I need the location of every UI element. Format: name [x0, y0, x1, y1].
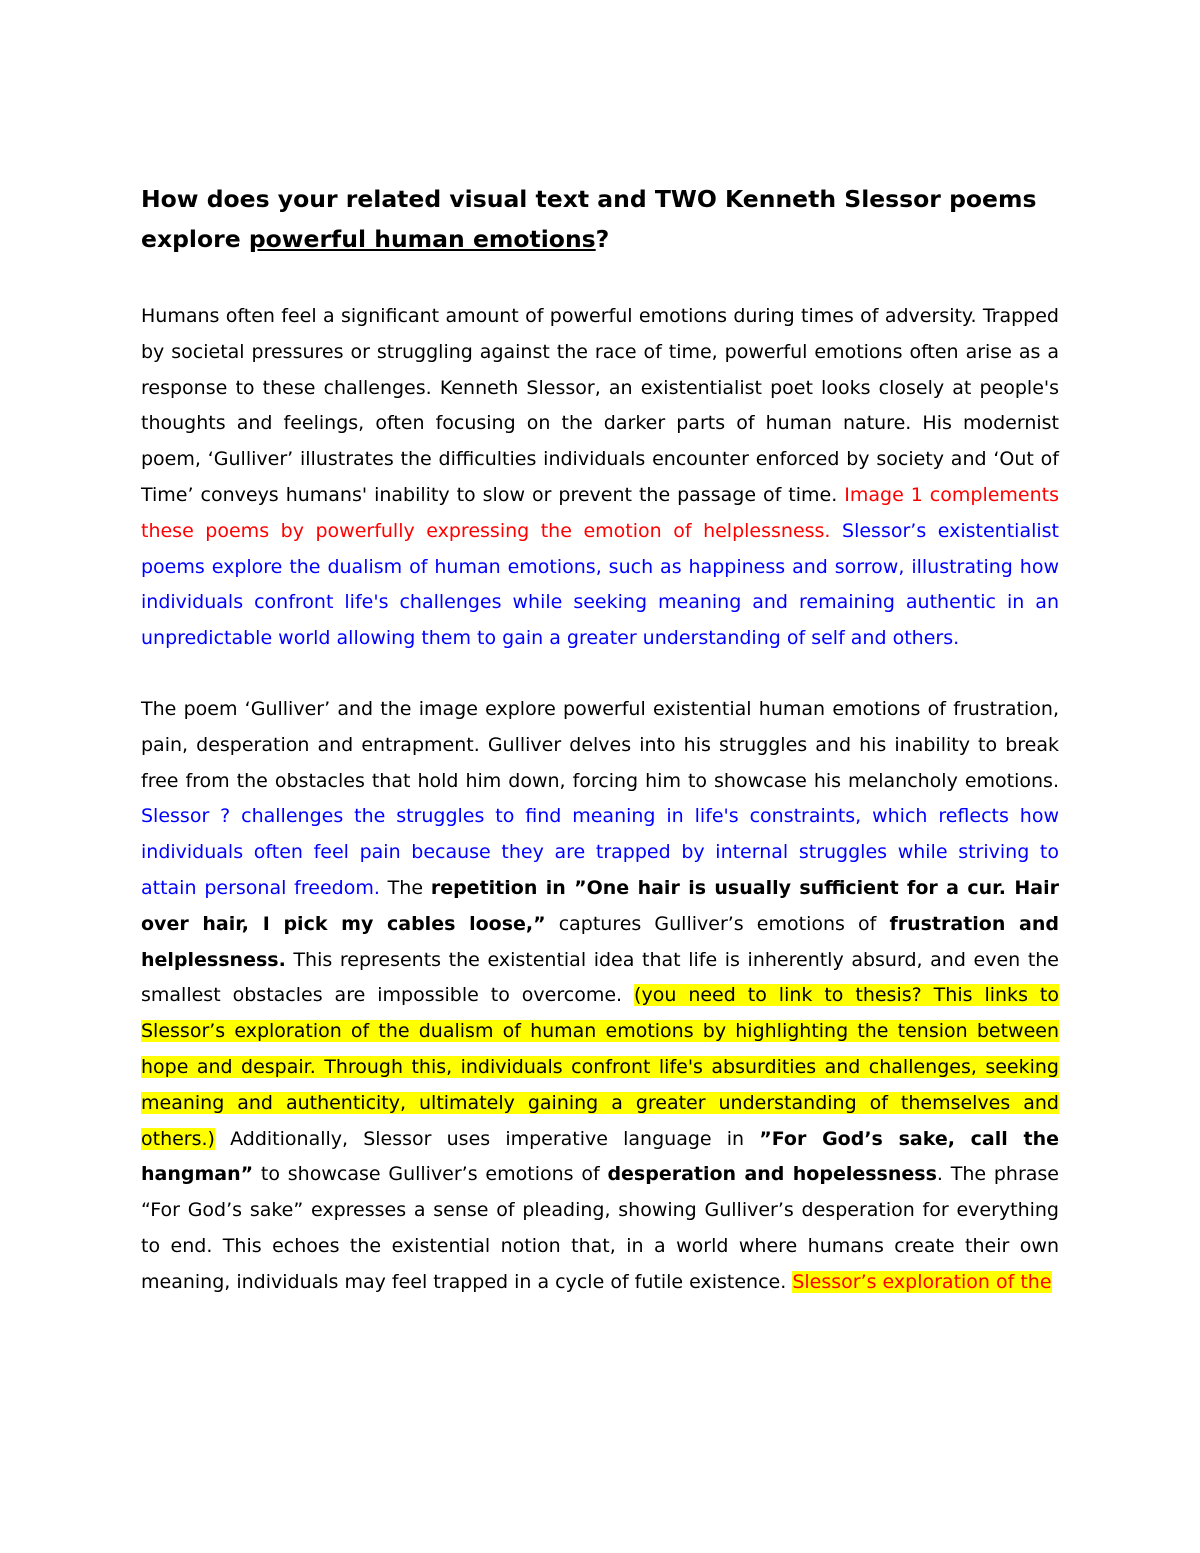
heading-text: How does your related visual text and TWO Kenneth Slessor poems explore: [141, 185, 1037, 253]
body-paragraph: [141, 692, 1059, 1301]
highlighted-red-text: Slessor’s exploration of the: [792, 1270, 1052, 1293]
highlighted-comment: (you need to link to thesis? This links to Slessor’s exploration of the dualism of human emotions by highlighting the tension between hope and despair. Through this, individuals confront life's absurdities and challenges, seeking meaning and authenticity, ultimately gaining a greater understanding of themselves and others.): [141, 984, 1059, 1150]
blue-text: Slessor ? challenges the struggles to find meaning in life's constraints, which reflects how individuals often feel pain because they are trapped by internal struggles while striving to attain personal freedom.: [141, 805, 1059, 899]
intro-text: Humans often feel a significant amount of powerful emotions during times of adversity. Trapped by societal pressures or struggling against the race of time, powerful emotions often arise as a response to these challenges. Kenneth Slessor, an existentialist poet looks closely at people's thoughts and feelings, often focusing on the darker parts of human nature. His modernist poem, ‘Gulliver’ illustrates the difficulties individuals encounter enforced by society and ‘Out of Time’ conveys humans' inability to slow or prevent the passage of time.: [141, 305, 1059, 506]
intro-paragraph: [141, 299, 1059, 657]
red-text: Image 1 complements these poems by powerfully expressing the emotion of helplessness.: [141, 483, 1060, 542]
bold-emotions-2: desperation and hopelessness: [607, 1163, 937, 1186]
body-text-5: Additionally, Slessor uses imperative language in: [214, 1127, 760, 1150]
bold-emotions-1: frustration and helplessness.: [141, 912, 1059, 971]
body-text-2: The: [379, 876, 431, 899]
body-text-3: captures Gulliver’s emotions of: [545, 912, 890, 935]
heading-underlined-phrase: powerful human emotions: [248, 225, 596, 253]
bold-quote-repetition: repetition in ”One hair is usually sufficient for a cur. Hair over hair, I pick my cables loose,”: [141, 876, 1059, 935]
bold-quote-imperative: ”For God’s sake, call the hangman”: [141, 1127, 1059, 1186]
body-text-4: This represents the existential idea that life is inherently absurd, and even the smallest obstacles are impossible to overcome.: [141, 948, 1059, 1007]
essay-question-heading: [141, 179, 1059, 259]
body-text-6: to showcase Gulliver’s emotions of: [253, 1163, 608, 1186]
body-text-1: The poem ‘Gulliver’ and the image explore powerful existential human emotions of frustration, pain, desperation and entrapment. Gulliver delves into his struggles and his inability to break free from the obstacles that hold him down, forcing him to showcase his melancholy emotions.: [141, 697, 1059, 792]
thesis-text: Slessor’s existentialist poems explore the dualism of human emotions, such as happiness and sorrow, illustrating how individuals confront life's challenges while seeking meaning and remaining authentic in an unpredictable world allowing them to gain a greater understanding of self and others.: [141, 519, 1059, 650]
body-text-7: . The phrase “For God’s sake” expresses a sense of pleading, showing Gulliver’s desperation for everything to end. This echoes the existential notion that, in a world where humans create their own meaning, individuals may feel trapped in a cycle of futile existence.: [141, 1163, 1059, 1293]
heading-end: ?: [595, 225, 610, 253]
